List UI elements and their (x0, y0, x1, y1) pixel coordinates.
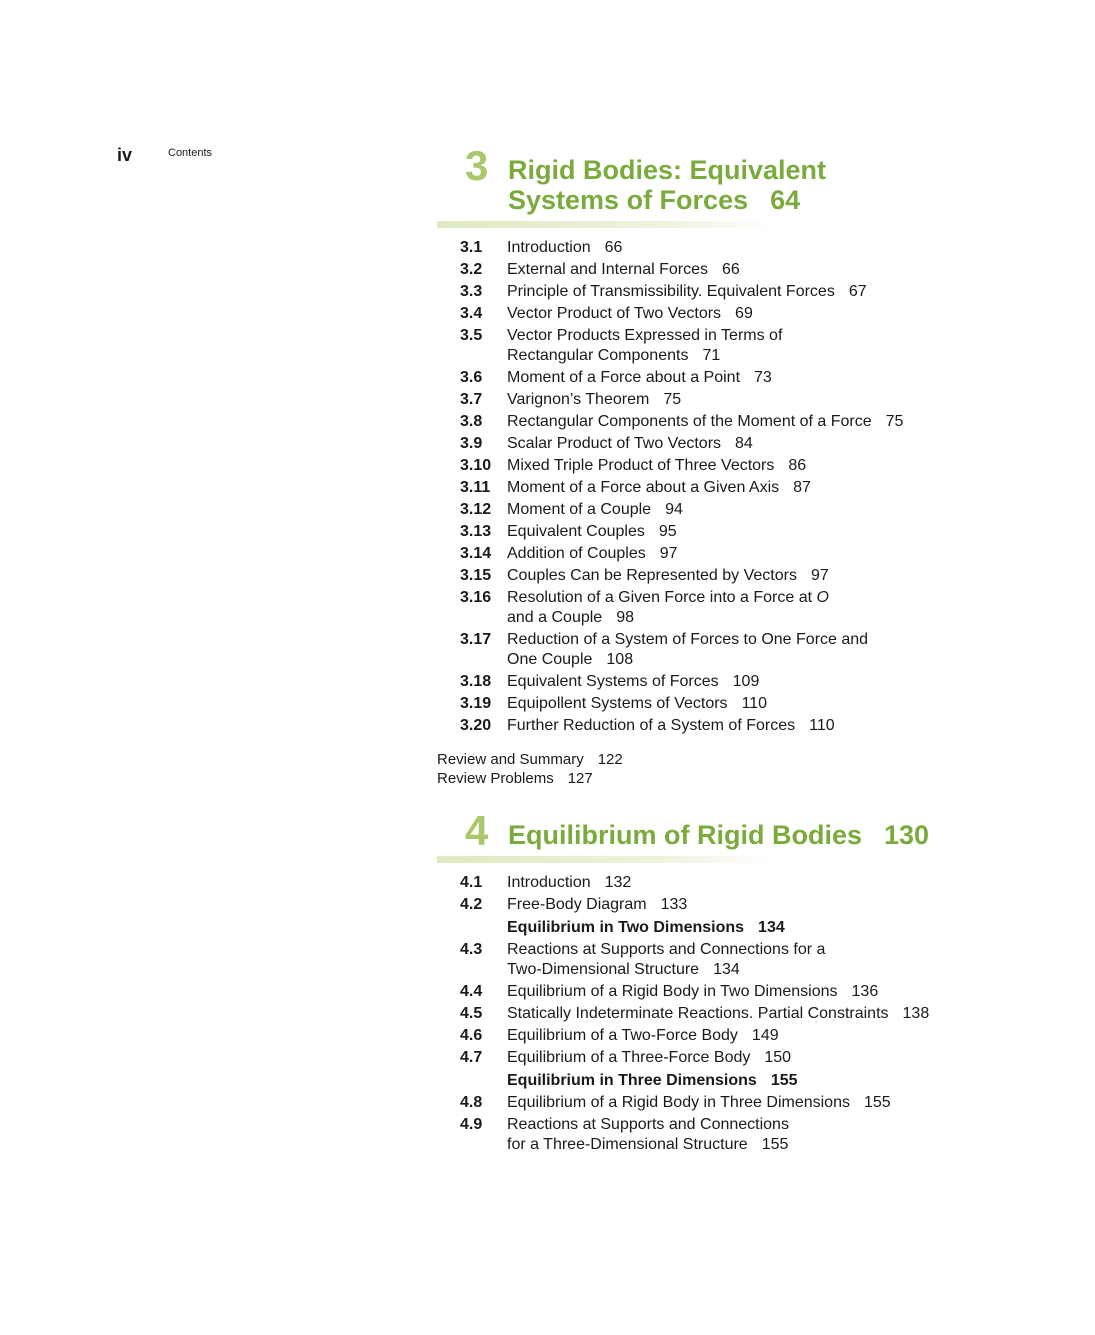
section-number: 3.15 (460, 567, 492, 584)
toc-entry (437, 238, 937, 258)
section-title-text: Reactions at Supports and Connections (507, 1116, 789, 1133)
chapter-title-line1: Equilibrium of Rigid Bodies 130 (508, 820, 930, 850)
section-page: 66 (722, 261, 740, 278)
section-title (507, 588, 937, 628)
review-entry (437, 769, 937, 788)
toc-entry (437, 716, 937, 736)
section-number: 3.17 (460, 631, 492, 648)
toc-entry (437, 282, 937, 302)
section-number: 3.1 (460, 239, 483, 256)
section-number: 3.19 (460, 695, 492, 712)
section-page: 97 (810, 567, 829, 584)
section-title-text-line2: Two-Dimensional Structure (507, 961, 700, 978)
section-title (507, 304, 937, 324)
section-page: 136 (851, 983, 879, 1000)
section-title-text: Statically Indeterminate Reactions. Partial Constraints (507, 1005, 889, 1022)
section-title-text: Equilibrium of a Rigid Body in Three Dimensions (507, 1094, 850, 1111)
chapter-heading (437, 807, 937, 863)
toc-entry (437, 873, 937, 893)
section-number: 4.1 (460, 874, 483, 891)
toc-entry (437, 940, 937, 980)
subheading-title: Equilibrium in Three Dimensions (507, 1072, 757, 1089)
section-number: 4.4 (460, 983, 483, 1000)
section-page: 155 (863, 1094, 891, 1111)
section-page: 98 (616, 609, 634, 626)
chapter-number: 3 (465, 142, 489, 189)
toc-entry (437, 456, 937, 476)
section-page: 134 (713, 961, 740, 978)
section-title-text: Resolution of a Given Force into a Force at (507, 589, 813, 606)
subheading-page: 155 (770, 1072, 798, 1089)
section-title-text: External and Internal Forces (507, 261, 708, 278)
section-page: 132 (604, 874, 632, 891)
section-title (507, 412, 937, 432)
chapter-rule (437, 221, 772, 228)
chapter-rule (437, 856, 772, 863)
section-number: 3.16 (460, 589, 492, 606)
section-title-text-line2: One Couple (507, 651, 593, 668)
toc-entry (437, 522, 937, 542)
section-title-text: Equipollent Systems of Vectors (507, 695, 728, 712)
section-title-text: Scalar Product of Two Vectors (507, 435, 722, 452)
subheading-title: Equilibrium in Two Dimensions (507, 919, 745, 936)
running-head: Contents (168, 147, 213, 159)
section-title (507, 326, 937, 366)
section-page: 133 (660, 896, 688, 913)
chapter-title-line1: Rigid Bodies: Equivalent (508, 155, 827, 185)
section-title-text: Mixed Triple Product of Three Vectors (507, 457, 775, 474)
section-page: 108 (606, 651, 634, 668)
section-page: 66 (604, 239, 623, 256)
section-title-text: Reactions at Supports and Connections for a (507, 941, 826, 958)
section-page: 69 (735, 305, 753, 322)
toc-entry (437, 1115, 937, 1155)
section-number: 3.10 (460, 457, 492, 474)
subheading-page: 134 (758, 919, 785, 936)
section-page: 71 (702, 347, 721, 364)
section-number: 3.7 (460, 391, 483, 408)
chapter-page: 130 (884, 820, 930, 850)
toc-entry (437, 544, 937, 564)
toc-entry (437, 1093, 937, 1113)
section-number: 3.5 (460, 327, 483, 344)
section-page: 67 (848, 283, 867, 300)
toc-entry (437, 1004, 937, 1024)
section-title-text: Further Reduction of a System of Forces (507, 717, 796, 734)
section-page: 110 (741, 695, 768, 712)
section-page: 97 (659, 545, 678, 562)
section-title-text-line2: and a Couple (507, 609, 603, 626)
section-number: 3.4 (460, 305, 483, 322)
review-title: Review and Summary (437, 751, 584, 768)
toc-entry (437, 982, 937, 1002)
section-title (507, 368, 937, 388)
section-title-text: Equilibrium of a Two-Force Body (507, 1027, 738, 1044)
toc-entry (437, 390, 937, 410)
section-number: 4.3 (460, 941, 483, 958)
toc-entry (437, 500, 937, 520)
toc-entry (437, 694, 937, 714)
section-title (507, 522, 937, 542)
chapter-number: 4 (465, 807, 489, 854)
section-title-text: Moment of a Couple (507, 501, 652, 518)
review-list (437, 750, 937, 788)
section-number: 4.5 (460, 1005, 483, 1022)
toc-entry (437, 630, 937, 670)
section-title-text: Introduction (507, 239, 591, 256)
section-title (507, 434, 937, 454)
section-title (507, 694, 937, 714)
section-list (437, 873, 937, 1155)
chapter-title-line2: Systems of Forces 64 (508, 185, 801, 215)
toc-entry (437, 588, 937, 628)
section-title-text: Introduction (507, 874, 591, 891)
section-title-text: Reduction of a System of Forces to One Force and (507, 631, 869, 648)
section-page: 138 (902, 1005, 930, 1022)
section-title (507, 1048, 937, 1068)
toc-subheading (507, 917, 937, 939)
toc-entry (437, 326, 937, 366)
section-title (507, 630, 937, 670)
section-page: 87 (793, 479, 811, 496)
section-number: 3.3 (460, 283, 483, 300)
section-title-text: Varignon’s Theorem (507, 391, 650, 408)
section-number: 4.7 (460, 1049, 483, 1066)
section-title-text: Free-Body Diagram (507, 896, 647, 913)
section-number: 4.8 (460, 1094, 483, 1111)
section-title (507, 672, 937, 692)
toc-entry (437, 895, 937, 915)
section-number: 3.13 (460, 523, 492, 540)
section-title-text: Moment of a Force about a Point (507, 369, 741, 386)
section-title (507, 940, 937, 980)
section-number: 3.6 (460, 369, 483, 386)
section-title (507, 566, 937, 586)
section-title-text: Equivalent Couples (507, 523, 645, 540)
chapter-title (508, 145, 937, 215)
section-title-text-line2: Rectangular Components (507, 347, 689, 364)
section-title-text: Vector Product of Two Vectors (507, 305, 722, 322)
section-page: 149 (751, 1027, 779, 1044)
section-title (507, 544, 937, 564)
section-number: 4.6 (460, 1027, 483, 1044)
section-title-text: Equilibrium of a Rigid Body in Two Dimensions (507, 983, 838, 1000)
section-title (507, 982, 937, 1002)
section-page: 75 (885, 413, 904, 430)
section-number: 4.9 (460, 1116, 483, 1133)
section-title (507, 260, 937, 280)
section-title (507, 390, 937, 410)
section-title (507, 1026, 937, 1046)
section-title (507, 238, 937, 258)
section-title-italic: O (816, 589, 829, 606)
section-title-text: Principle of Transmissibility. Equivalent Forces (507, 283, 835, 300)
section-title-text: Vector Products Expressed in Terms of (507, 327, 783, 344)
section-page: 110 (809, 717, 835, 734)
section-title (507, 1004, 937, 1024)
section-number: 3.18 (460, 673, 492, 690)
section-title (507, 456, 937, 476)
section-title-text: Rectangular Components of the Moment of a Force (507, 413, 872, 430)
section-number: 3.11 (460, 479, 491, 496)
chapter-title (508, 810, 937, 850)
toc-entry (437, 1048, 937, 1068)
section-page: 155 (761, 1136, 789, 1153)
toc-entry (437, 368, 937, 388)
toc-entry (437, 412, 937, 432)
toc-subheading (507, 1070, 937, 1092)
section-page: 109 (732, 673, 760, 690)
section-title (507, 500, 937, 520)
section-page: 84 (735, 435, 753, 452)
section-number: 3.9 (460, 435, 483, 452)
section-title (507, 895, 937, 915)
section-title-text: Moment of a Force about a Given Axis (507, 479, 780, 496)
section-title (507, 1093, 937, 1113)
section-number: 4.2 (460, 896, 483, 913)
section-title-text-line2: for a Three-Dimensional Structure (507, 1136, 748, 1153)
page-number: iv (117, 145, 133, 165)
section-title (507, 873, 937, 893)
section-title (507, 1115, 937, 1155)
section-number: 3.14 (460, 545, 492, 562)
chapter-4 (437, 807, 937, 1157)
section-page: 95 (658, 523, 677, 540)
review-page: 122 (597, 751, 623, 768)
section-page: 94 (665, 501, 683, 518)
toc-entry (437, 566, 937, 586)
review-entry (437, 750, 937, 769)
section-page: 75 (663, 391, 682, 408)
section-page: 86 (788, 457, 807, 474)
toc-entry (437, 434, 937, 454)
section-title-text: Couples Can be Represented by Vectors (507, 567, 797, 584)
section-title (507, 478, 937, 498)
section-title-text: Equivalent Systems of Forces (507, 673, 719, 690)
toc-entry (437, 672, 937, 692)
toc-entry (437, 304, 937, 324)
section-number: 3.12 (460, 501, 492, 518)
section-page: 150 (764, 1049, 792, 1066)
chapter-3 (437, 142, 937, 788)
chapter-heading (437, 142, 937, 228)
section-title (507, 282, 937, 302)
section-title-text: Addition of Couples (507, 545, 646, 562)
section-page: 73 (754, 369, 772, 386)
section-number: 3.20 (460, 717, 492, 734)
toc-entry (437, 478, 937, 498)
section-number: 3.8 (460, 413, 483, 430)
review-title: Review Problems (437, 770, 554, 787)
chapter-page: 64 (770, 185, 801, 215)
toc-entry (437, 260, 937, 280)
section-number: 3.2 (460, 261, 483, 278)
section-list (437, 238, 937, 736)
section-title-text: Equilibrium of a Three-Force Body (507, 1049, 751, 1066)
review-page: 127 (567, 770, 593, 787)
toc-entry (437, 1026, 937, 1046)
section-title (507, 716, 937, 736)
